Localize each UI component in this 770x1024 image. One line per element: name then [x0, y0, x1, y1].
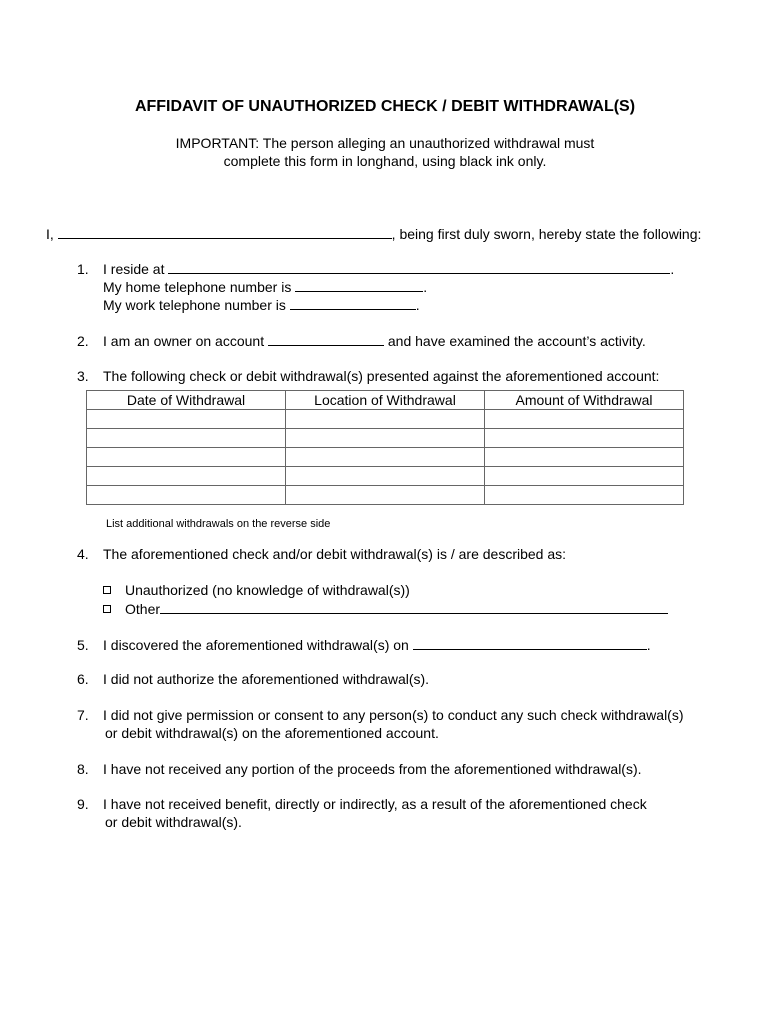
table-cell[interactable]	[87, 467, 286, 486]
item-number: 9.	[77, 796, 89, 812]
table-cell[interactable]	[485, 410, 684, 429]
period: .	[423, 279, 428, 295]
item-number: 7.	[77, 707, 89, 723]
item-3	[77, 367, 659, 385]
table-header-row	[87, 391, 684, 410]
important-notice-line1: IMPORTANT: The person alleging an unauthorized withdrawal must	[175, 135, 595, 151]
table-note: List additional withdrawals on the reverse side	[106, 518, 331, 530]
table-cell[interactable]	[286, 467, 485, 486]
period: .	[415, 297, 420, 313]
item-number: 8.	[77, 761, 89, 777]
item-8-text: I have not received any portion of the proceeds from the aforementioned withdrawal(s).	[103, 761, 642, 777]
item-3-text: The following check or debit withdrawal(s) presented against the aforementioned account:	[103, 368, 660, 384]
item-6-text: I did not authorize the aforementioned withdrawal(s).	[103, 671, 430, 687]
table-cell[interactable]	[87, 448, 286, 467]
table-cell[interactable]	[485, 429, 684, 448]
item-number: 5.	[77, 637, 89, 653]
item-8	[77, 760, 642, 778]
table-cell[interactable]	[87, 410, 286, 429]
option-unauthorized[interactable]	[103, 581, 410, 599]
item-5	[77, 635, 651, 654]
table-cell[interactable]	[485, 448, 684, 467]
item-1-reside	[77, 259, 674, 278]
table-cell[interactable]	[286, 410, 485, 429]
period: .	[646, 637, 651, 653]
table-cell[interactable]	[87, 486, 286, 505]
option-other-label: Other	[125, 601, 161, 617]
item-4	[77, 545, 566, 563]
checkbox-icon[interactable]	[103, 586, 111, 594]
name-field[interactable]	[58, 224, 392, 239]
item-1-home-phone	[103, 277, 427, 296]
item-1-work-phone	[103, 295, 420, 314]
checkbox-icon[interactable]	[103, 605, 111, 613]
home-phone-label: My home telephone number is	[103, 279, 292, 295]
account-suffix: and have examined the account’s activity.	[387, 333, 646, 349]
other-field[interactable]	[160, 599, 668, 614]
important-notice-line2: complete this form in longhand, using black ink only.	[223, 153, 547, 169]
header-location: Location of Withdrawal	[286, 391, 485, 410]
form-title: AFFIDAVIT OF UNAUTHORIZED CHECK / DEBIT WITHDRAWAL(S)	[134, 98, 636, 115]
table-cell[interactable]	[485, 486, 684, 505]
item-9-line1: I have not received benefit, directly or indirectly, as a result of the aforementioned check	[103, 796, 647, 812]
header-amount: Amount of Withdrawal	[485, 391, 684, 410]
item-number: 6.	[77, 671, 89, 687]
item-7-line2: or debit withdrawal(s) on the aforementioned account.	[105, 725, 439, 741]
table-row	[87, 467, 684, 486]
table-row	[87, 410, 684, 429]
work-phone-field[interactable]	[290, 295, 416, 310]
header-date: Date of Withdrawal	[87, 391, 286, 410]
account-field[interactable]	[268, 331, 384, 346]
option-unauthorized-label: Unauthorized (no knowledge of withdrawal(s))	[125, 582, 410, 598]
oath-suffix: , being first duly sworn, hereby state the following:	[391, 226, 702, 242]
table-cell[interactable]	[485, 467, 684, 486]
table-cell[interactable]	[286, 429, 485, 448]
item-number: 3.	[77, 368, 89, 384]
table-row	[87, 448, 684, 467]
item-9-line2: or debit withdrawal(s).	[105, 814, 242, 830]
item-6	[77, 670, 429, 688]
reside-label: I reside at	[103, 261, 165, 277]
table-cell[interactable]	[286, 448, 485, 467]
table-cell[interactable]	[286, 486, 485, 505]
table-row	[87, 486, 684, 505]
item-number: 2.	[77, 333, 89, 349]
address-field[interactable]	[168, 259, 670, 274]
home-phone-field[interactable]	[295, 277, 423, 292]
oath-prefix: I,	[46, 226, 54, 242]
work-phone-label: My work telephone number is	[103, 297, 286, 313]
option-other[interactable]	[103, 599, 668, 618]
item-4-text: The aforementioned check and/or debit withdrawal(s) is / are described as:	[103, 546, 567, 562]
item-7	[77, 706, 684, 724]
item-number: 4.	[77, 546, 89, 562]
withdrawal-table	[86, 390, 684, 505]
period: .	[670, 261, 675, 277]
item-7-line1: I did not give permission or consent to any person(s) to conduct any such check withdrawal(s)	[103, 707, 684, 723]
account-label: I am an owner on account	[103, 333, 265, 349]
item-number: 1.	[77, 261, 89, 277]
discovery-date-field[interactable]	[413, 635, 647, 650]
table-row	[87, 429, 684, 448]
table-cell[interactable]	[87, 429, 286, 448]
item-5-text: I discovered the aforementioned withdrawal(s) on	[103, 637, 409, 653]
item-9	[77, 795, 647, 813]
item-2	[77, 331, 646, 350]
oath-line	[46, 224, 701, 243]
